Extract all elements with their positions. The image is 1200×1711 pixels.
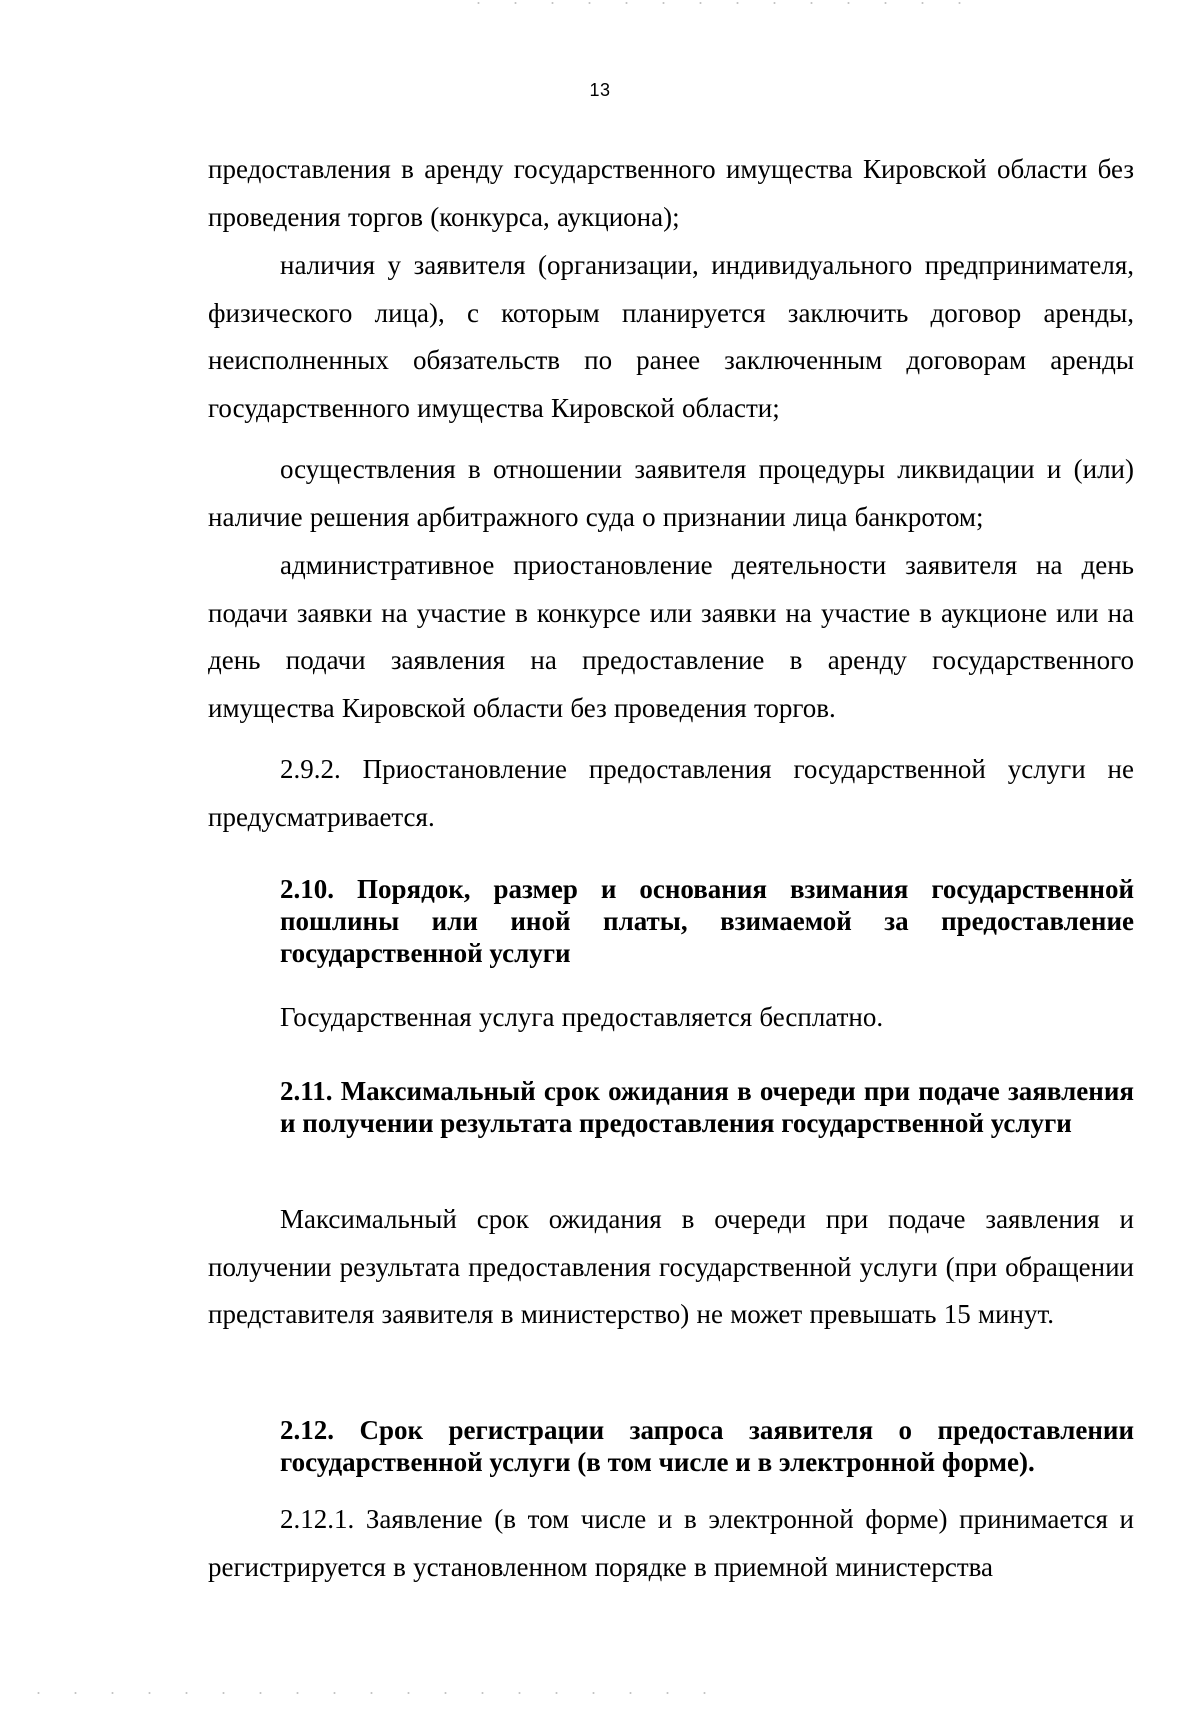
paragraph-2-block — [208, 242, 1134, 432]
section-heading-2-11: 2.11. Максимальный срок ожидания в очереди при подаче заявления и получении результата предоставления государственной услуги — [280, 1076, 1134, 1138]
paragraph-liquidation-bankruptcy: осуществления в отношении заявителя процедуры ликвидации и (или) наличие решения арбитражного суда о признании лица банкротом; — [208, 454, 1134, 532]
paragraph-3-block — [208, 446, 1134, 541]
paragraph-5-block — [208, 746, 1134, 841]
paragraph-2-9-2: 2.9.2. Приостановление предоставления государственной услуги не предусматривается. — [208, 754, 1134, 832]
paragraph-administrative-suspension: административное приостановление деятельности заявителя на день подачи заявки на участие в конкурсе или заявки на участие в аукционе или на день подачи заявления на предоставление в аренду государственного имущества Кировской области без проведения торгов. — [208, 550, 1134, 723]
paragraph-8-block — [208, 1496, 1134, 1591]
section-heading-2-12: 2.12. Срок регистрации запроса заявителя о предоставлении государственной услуги (в том числе и в электронной форме). — [280, 1415, 1134, 1477]
paragraph-lease-without-tender: предоставления в аренду государственного имущества Кировской области без проведения торгов (конкурса, аукциона); — [208, 154, 1134, 232]
scan-artifact-bottom — [20, 1690, 740, 1696]
paragraph-1-block — [208, 146, 1134, 241]
paragraph-6-block — [208, 994, 1134, 1042]
paragraph-2-12-1: 2.12.1. Заявление (в том числе и в электронной форме) принимается и регистрируется в установленном порядке в приемной министерства — [208, 1504, 1134, 1582]
page-number: 13 — [589, 80, 611, 100]
scan-artifact-top — [460, 0, 980, 6]
paragraph-free-of-charge: Государственная услуга предоставляется бесплатно. — [280, 1002, 884, 1032]
paragraph-unfulfilled-obligations: наличия у заявителя (организации, индивидуального предпринимателя, физического лица), с которым планируется заключить договор аренды, неисполненных обязательств по ранее заключенным договорам аренды государственного имущества Кировской области; — [208, 250, 1134, 423]
paragraph-4-block — [208, 542, 1134, 732]
paragraph-max-waiting-time: Максимальный срок ожидания в очереди при подаче заявления и получении результата предоставления государственной услуги (при обращении представителя заявителя в министерство) не может превышать 15 минут. — [208, 1204, 1134, 1329]
paragraph-7-block — [208, 1196, 1134, 1339]
section-heading-2-10: 2.10. Порядок, размер и основания взимания государственной пошлины или иной платы, взимаемой за предоставление государственной услуги — [280, 874, 1134, 968]
